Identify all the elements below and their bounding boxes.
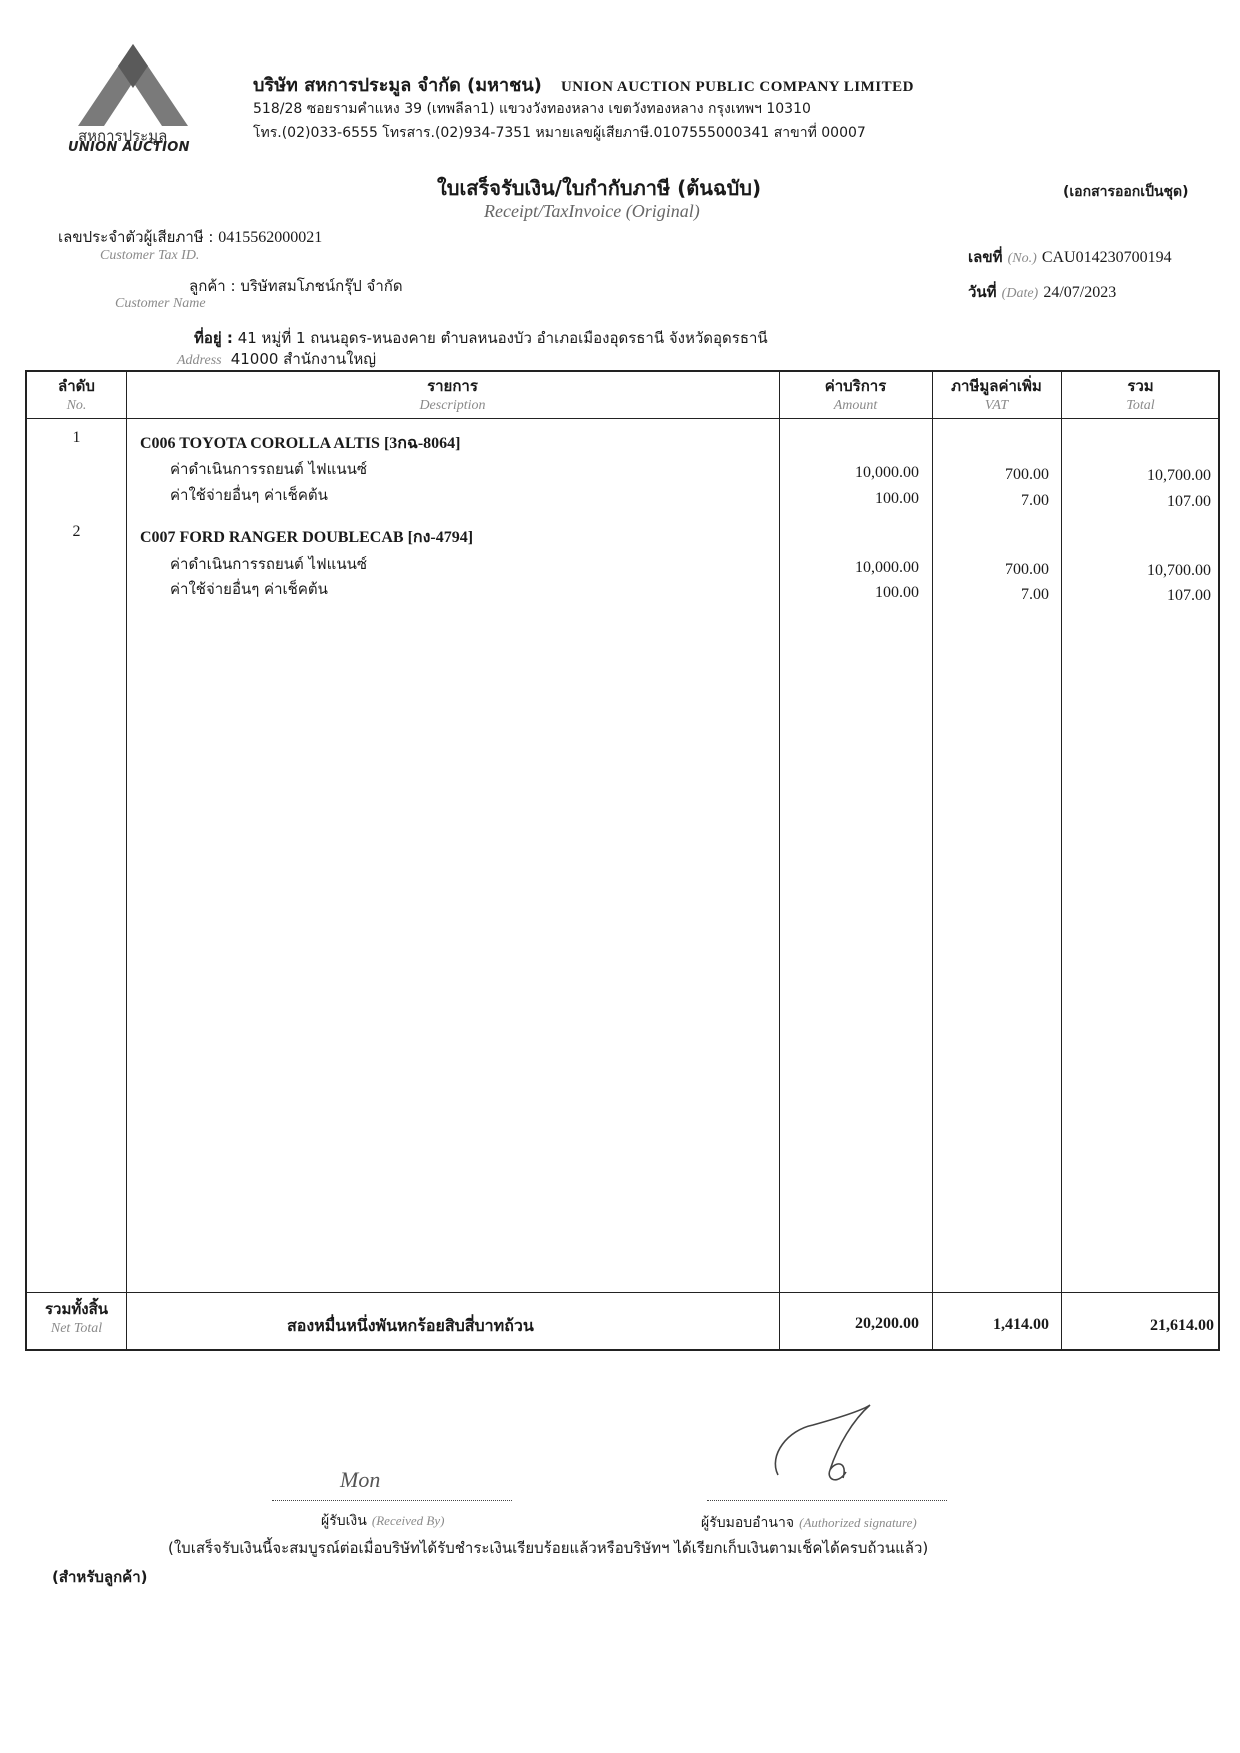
item-line-amount: 10,000.00 xyxy=(855,559,919,576)
net-total-vat: 1,414.00 xyxy=(993,1316,1049,1333)
item-number: 2 xyxy=(72,523,81,540)
customer-tax-row xyxy=(58,225,322,249)
item-number: 1 xyxy=(72,429,81,446)
header-amount-english: Amount xyxy=(833,398,878,413)
item-line-amount: 100.00 xyxy=(875,490,919,507)
document-title-thai: ใบเสร็จรับเงิน/ใบกำกับภาษี (ต้นฉบับ) xyxy=(437,176,762,200)
item-line-amount: 10,000.00 xyxy=(855,464,919,481)
customer-name-row xyxy=(189,274,403,298)
document-date-row xyxy=(968,280,1116,304)
item-line-description: ค่าใช้จ่ายอื่นๆ ค่าเช็คต้น xyxy=(170,580,328,598)
company-contact: โทร.(02)033-6555 โทรสาร.(02)934-7351 หมายเลขผู้เสียภาษี.0107555000341 สาขาที่ 00007 xyxy=(253,125,866,141)
customer-address-label-english: Address xyxy=(177,353,222,368)
customer-name-label: ลูกค้า : xyxy=(189,277,236,295)
company-name-thai: บริษัท สหการประมูล จำกัด (มหาชน) xyxy=(253,75,542,96)
header-divider xyxy=(27,418,1218,419)
header-no-thai: ลำดับ xyxy=(58,377,95,395)
header-amount xyxy=(779,374,932,414)
item-title: C007 FORD RANGER DOUBLECAB [กง-4794] xyxy=(140,529,474,546)
net-total-label xyxy=(27,1297,126,1337)
document-date: 24/07/2023 xyxy=(1043,284,1117,301)
customer-address-second-row xyxy=(177,347,376,371)
header-total xyxy=(1061,374,1220,414)
net-total-words: สองหมื่นหนึ่งพันหกร้อยสิบสี่บาทถ้วน xyxy=(287,1316,534,1335)
authorized-signature-label-english: (Authorized signature) xyxy=(799,1515,917,1530)
item-title: C006 TOYOTA COROLLA ALTIS [3กฉ-8064] xyxy=(140,435,461,452)
item-line-description: ค่าใช้จ่ายอื่นๆ ค่าเช็คต้น xyxy=(170,486,328,504)
net-total-label-english: Net Total xyxy=(50,1321,103,1336)
item-line-amount: 100.00 xyxy=(875,584,919,601)
received-by-caption xyxy=(321,1510,444,1532)
header-total-english: Total xyxy=(1126,398,1155,413)
item-line-vat: 7.00 xyxy=(1021,492,1049,509)
logo-triangle-icon xyxy=(78,44,188,126)
net-total-amount: 20,200.00 xyxy=(855,1315,919,1332)
customer-name: บริษัทสมโภชน์กรุ๊ป จำกัด xyxy=(240,277,403,295)
received-by-label-english: (Received By) xyxy=(371,1513,445,1528)
footer-note: (ใบเสร็จรับเงินนี้จะสมบูรณ์ต่อเมื่อบริษัทได้รับชำระเงินเรียบร้อยแล้วหรือบริษัทฯ ได้เรียกเก็บเงินตามเช็คได้ครบถ้วนแล้ว) xyxy=(168,1539,929,1557)
document-number: CAU014230700194 xyxy=(1041,249,1172,266)
copy-for-note: (สำหรับลูกค้า) xyxy=(52,1568,148,1586)
item-line-vat: 700.00 xyxy=(1005,561,1049,578)
column-divider xyxy=(779,372,780,1349)
header-vat xyxy=(932,374,1061,414)
company-name xyxy=(253,70,914,99)
items-table xyxy=(25,370,1220,1351)
header-vat-thai: ภาษีมูลค่าเพิ่ม xyxy=(951,377,1042,395)
customer-address-label: ที่อยู่ : xyxy=(194,329,233,347)
header-description-english: Description xyxy=(419,398,486,413)
item-line-description: ค่าดำเนินการรถยนต์ ไฟแนนซ์ xyxy=(170,460,368,478)
header-no xyxy=(27,374,126,414)
customer-tax-label: เลขประจำตัวผู้เสียภาษี : xyxy=(58,228,214,246)
document-number-label: เลขที่ xyxy=(968,248,1003,266)
header-vat-english: VAT xyxy=(984,398,1009,413)
document-number-row xyxy=(968,245,1172,269)
customer-address-line1: 41 หมู่ที่ 1 ถนนอุดร-หนองคาย ตำบลหนองบัว อำเภอเมืองอุดรธานี จังหวัดอุดรธานี xyxy=(237,329,768,347)
item-line-total: 107.00 xyxy=(1167,587,1211,604)
header-description-thai: รายการ xyxy=(427,377,478,395)
net-total-grand: 21,614.00 xyxy=(1150,1317,1214,1334)
header-amount-thai: ค่าบริการ xyxy=(824,377,887,395)
document-number-label-english: (No.) xyxy=(1007,251,1037,266)
item-line-total: 107.00 xyxy=(1167,493,1211,510)
header-no-english: No. xyxy=(66,398,87,413)
customer-tax-id: 0415562000021 xyxy=(218,229,323,246)
company-name-english: UNION AUCTION PUBLIC COMPANY LIMITED xyxy=(560,79,914,95)
header-total-thai: รวม xyxy=(1127,377,1154,395)
authorized-signature-icon xyxy=(768,1400,878,1490)
customer-address-line2: 41000 สำนักงานใหญ่ xyxy=(230,350,377,368)
document-title-english: Receipt/TaxInvoice (Original) xyxy=(484,201,700,221)
item-line-description: ค่าดำเนินการรถยนต์ ไฟแนนซ์ xyxy=(170,555,368,573)
document-date-label: วันที่ xyxy=(968,283,997,301)
received-by-label: ผู้รับเงิน xyxy=(321,1513,367,1529)
item-line-total: 10,700.00 xyxy=(1147,467,1211,484)
customer-tax-label-english: Customer Tax ID. xyxy=(100,248,200,263)
received-by-signature: Mon xyxy=(340,1467,381,1492)
column-divider xyxy=(932,372,933,1349)
received-by-line xyxy=(272,1500,512,1501)
company-address: 518/28 ซอยรามคำแหง 39 (เทพลีลา1) แขวงวังทองหลาง เขตวังทองหลาง กรุงเทพฯ 10310 xyxy=(253,101,811,117)
item-line-vat: 700.00 xyxy=(1005,466,1049,483)
authorized-signature-line xyxy=(707,1500,947,1501)
authorized-signature-label: ผู้รับมอบอำนาจ xyxy=(701,1515,795,1531)
item-line-vat: 7.00 xyxy=(1021,586,1049,603)
customer-name-label-english: Customer Name xyxy=(115,296,206,311)
authorized-signature-caption xyxy=(701,1512,917,1534)
document-date-label-english: (Date) xyxy=(1001,286,1039,301)
column-divider xyxy=(1061,372,1062,1349)
logo-text-english: UNION AUCTION xyxy=(68,140,190,155)
net-total-label-thai: รวมทั้งสิ้น xyxy=(45,1300,108,1318)
column-divider xyxy=(126,372,127,1349)
logo-text-thai: สหการประมูล xyxy=(78,127,168,145)
header-description xyxy=(126,374,779,414)
net-total-divider xyxy=(27,1292,1218,1293)
item-line-total: 10,700.00 xyxy=(1147,562,1211,579)
document-set-note: (เอกสารออกเป็นชุด) xyxy=(1063,184,1189,200)
